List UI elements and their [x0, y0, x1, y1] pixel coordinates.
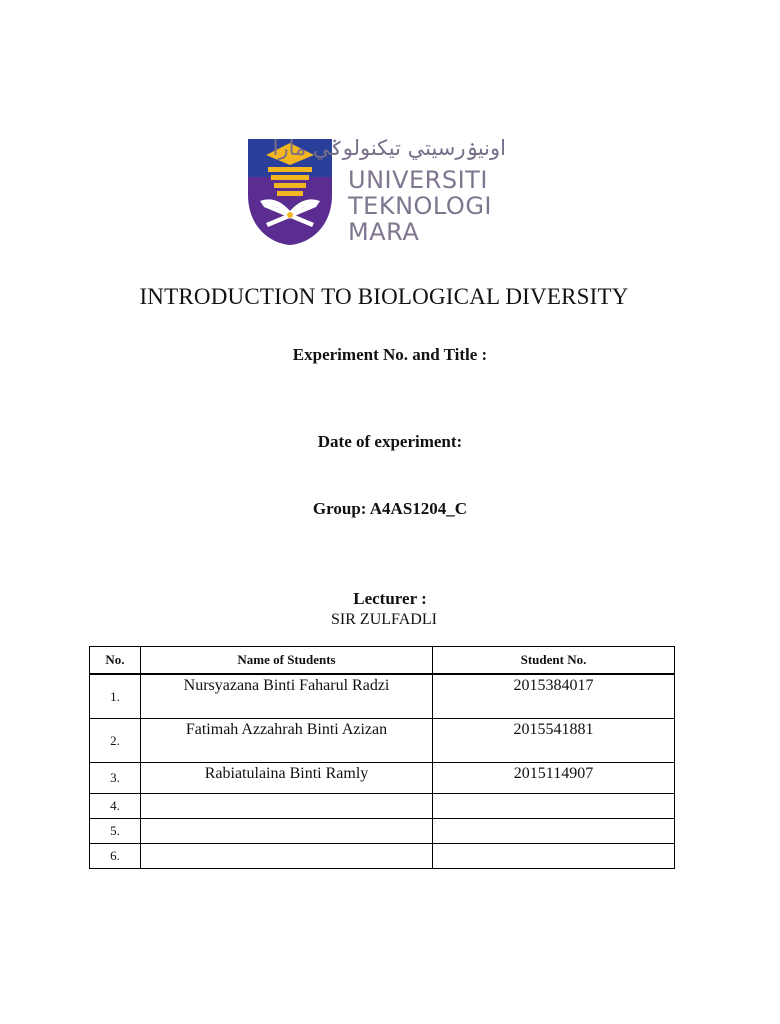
student-number: 2015541881 [433, 719, 675, 763]
table-row [90, 674, 675, 719]
university-logo [246, 133, 506, 247]
date-of-experiment-label: Date of experiment: [317, 432, 463, 451]
row-number: 3. [90, 763, 141, 794]
table-row [90, 763, 675, 794]
table-row [90, 844, 675, 869]
table-header-row [90, 647, 675, 675]
row-number: 2. [90, 719, 141, 763]
row-number: 1. [90, 674, 141, 719]
lecturer-label: Lecturer : [353, 589, 427, 608]
row-number: 4. [90, 794, 141, 819]
student-number: 2015384017 [433, 674, 675, 719]
logo-line-1: UNIVERSITI [348, 166, 488, 194]
logo-jawi-text: اونيۏرسيتي تيكنولوݢي مارا [272, 136, 506, 160]
course-title: INTRODUCTION TO BIOLOGICAL DIVERSITY [139, 284, 629, 309]
student-name: Rabiatulaina Binti Ramly [141, 763, 433, 794]
row-number: 5. [90, 819, 141, 844]
header-name: Name of Students [141, 647, 433, 675]
student-name [141, 844, 433, 869]
experiment-title-label: Experiment No. and Title : [292, 345, 488, 364]
table-row [90, 794, 675, 819]
student-name: Fatimah Azzahrah Binti Azizan [141, 719, 433, 763]
student-number [433, 844, 675, 869]
student-name [141, 819, 433, 844]
table-row [90, 819, 675, 844]
student-number [433, 819, 675, 844]
header-student-no: Student No. [433, 647, 675, 675]
logo-line-2: TEKNOLOGI [348, 192, 492, 220]
student-name: Nursyazana Binti Faharul Radzi [141, 674, 433, 719]
row-number: 6. [90, 844, 141, 869]
lecturer-name: SIR ZULFADLI [331, 611, 437, 628]
student-number: 2015114907 [433, 763, 675, 794]
header-no: No. [90, 647, 141, 675]
group-label: Group: A4AS1204_C [312, 499, 468, 518]
logo-line-3: MARA [348, 218, 420, 246]
students-table [89, 646, 675, 869]
student-number [433, 794, 675, 819]
table-row [90, 719, 675, 763]
student-name [141, 794, 433, 819]
